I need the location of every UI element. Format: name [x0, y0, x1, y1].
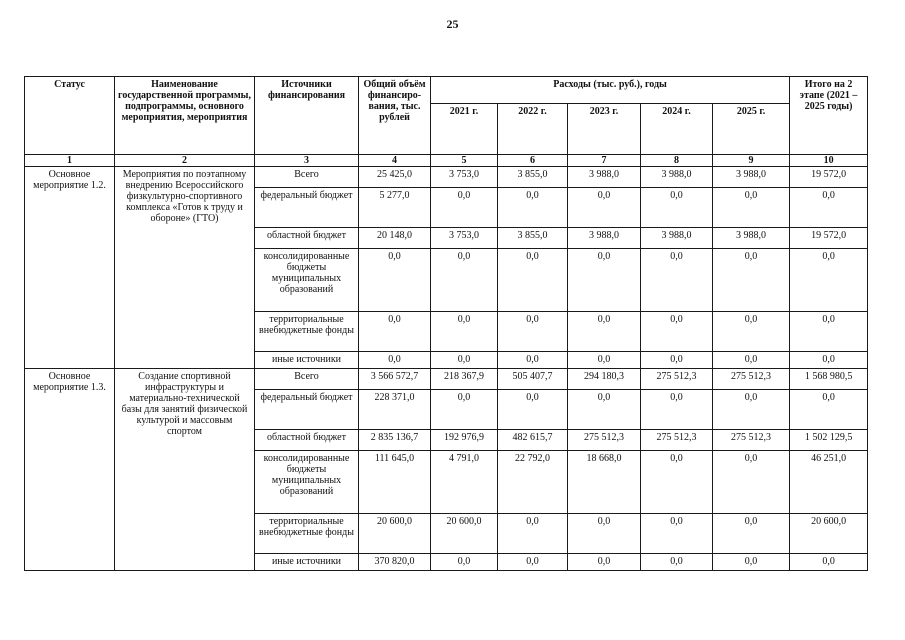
- year-value-cell: 0,0: [641, 188, 713, 228]
- column-number: 9: [713, 155, 790, 167]
- funding-source-cell: консолидированные бюджеты муниципальных образований: [255, 249, 359, 312]
- year-value-cell: 3 855,0: [498, 167, 568, 188]
- year-value-cell: 0,0: [568, 352, 641, 369]
- column-number: 3: [255, 155, 359, 167]
- year-value-cell: 0,0: [568, 249, 641, 312]
- year-value-cell: 0,0: [641, 390, 713, 430]
- total-cell: 25 425,0: [359, 167, 431, 188]
- status-cell: Основное мероприятие 1.2.: [25, 167, 115, 369]
- year-value-cell: 3 988,0: [641, 167, 713, 188]
- year-value-cell: 0,0: [498, 352, 568, 369]
- year-value-cell: 0,0: [641, 451, 713, 514]
- year-value-cell: 0,0: [713, 514, 790, 554]
- funding-source-cell: федеральный бюджет: [255, 390, 359, 430]
- year-value-cell: 0,0: [568, 554, 641, 571]
- year-value-cell: 0,0: [498, 554, 568, 571]
- header-year: 2021 г.: [431, 104, 498, 155]
- stage-total-cell: 46 251,0: [790, 451, 868, 514]
- table-row: [25, 167, 868, 188]
- year-value-cell: 0,0: [713, 249, 790, 312]
- year-value-cell: 0,0: [431, 390, 498, 430]
- column-number: 6: [498, 155, 568, 167]
- year-value-cell: 0,0: [713, 188, 790, 228]
- year-value-cell: 0,0: [641, 554, 713, 571]
- year-value-cell: 3 753,0: [431, 167, 498, 188]
- header-sources: Источники финансирования: [255, 77, 359, 155]
- funding-source-cell: федеральный бюджет: [255, 188, 359, 228]
- year-value-cell: 0,0: [641, 514, 713, 554]
- stage-total-cell: 0,0: [790, 188, 868, 228]
- year-value-cell: 3 988,0: [568, 167, 641, 188]
- year-value-cell: 275 512,3: [713, 430, 790, 451]
- program-name-cell: Создание спортивной инфраструктуры и материально-технической базы для занятий физической культурой и массовым спортом: [115, 369, 255, 571]
- column-number: 4: [359, 155, 431, 167]
- year-value-cell: 505 407,7: [498, 369, 568, 390]
- year-value-cell: 275 512,3: [713, 369, 790, 390]
- year-value-cell: 294 180,3: [568, 369, 641, 390]
- total-cell: 0,0: [359, 352, 431, 369]
- year-value-cell: 0,0: [431, 188, 498, 228]
- program-name-cell: Мероприятия по поэтапному внедрению Всероссийского физкультурно-спортивного комплекса «Готов к труду и обороне» (ГТО): [115, 167, 255, 369]
- year-value-cell: 0,0: [641, 352, 713, 369]
- total-cell: 228 371,0: [359, 390, 431, 430]
- budget-table: [24, 76, 868, 571]
- year-value-cell: 0,0: [431, 554, 498, 571]
- year-value-cell: 0,0: [498, 514, 568, 554]
- year-value-cell: 22 792,0: [498, 451, 568, 514]
- year-value-cell: 3 988,0: [713, 167, 790, 188]
- total-cell: 2 835 136,7: [359, 430, 431, 451]
- header-year: 2025 г.: [713, 104, 790, 155]
- year-value-cell: 0,0: [498, 188, 568, 228]
- stage-total-cell: 0,0: [790, 249, 868, 312]
- year-value-cell: 0,0: [498, 312, 568, 352]
- total-cell: 111 645,0: [359, 451, 431, 514]
- year-value-cell: 0,0: [568, 514, 641, 554]
- stage-total-cell: 1 502 129,5: [790, 430, 868, 451]
- year-value-cell: 3 753,0: [431, 228, 498, 249]
- funding-source-cell: территориальные внебюджетные фонды: [255, 514, 359, 554]
- year-value-cell: 0,0: [431, 249, 498, 312]
- year-value-cell: 482 615,7: [498, 430, 568, 451]
- column-number: 8: [641, 155, 713, 167]
- funding-source-cell: областной бюджет: [255, 430, 359, 451]
- stage-total-cell: 19 572,0: [790, 228, 868, 249]
- table-header: [25, 77, 868, 167]
- stage-total-cell: 19 572,0: [790, 167, 868, 188]
- year-value-cell: 20 600,0: [431, 514, 498, 554]
- header-year: 2022 г.: [498, 104, 568, 155]
- year-value-cell: 0,0: [641, 249, 713, 312]
- header-name: Наименование государственной программы, подпрограммы, основного мероприятия, мероприятия: [115, 77, 255, 155]
- funding-source-cell: иные источники: [255, 554, 359, 571]
- year-value-cell: 3 855,0: [498, 228, 568, 249]
- year-value-cell: 3 988,0: [713, 228, 790, 249]
- total-cell: 370 820,0: [359, 554, 431, 571]
- total-cell: 20 148,0: [359, 228, 431, 249]
- year-value-cell: 0,0: [498, 390, 568, 430]
- year-value-cell: 0,0: [713, 352, 790, 369]
- year-value-cell: 0,0: [498, 249, 568, 312]
- table-body: [25, 167, 868, 571]
- year-value-cell: 192 976,9: [431, 430, 498, 451]
- year-value-cell: 0,0: [713, 390, 790, 430]
- stage-total-cell: 1 568 980,5: [790, 369, 868, 390]
- year-value-cell: 3 988,0: [568, 228, 641, 249]
- funding-source-cell: иные источники: [255, 352, 359, 369]
- funding-source-cell: консолидированные бюджеты муниципальных образований: [255, 451, 359, 514]
- funding-source-cell: областной бюджет: [255, 228, 359, 249]
- year-value-cell: 275 512,3: [568, 430, 641, 451]
- column-number: 1: [25, 155, 115, 167]
- column-number: 7: [568, 155, 641, 167]
- year-value-cell: 3 988,0: [641, 228, 713, 249]
- year-value-cell: 0,0: [641, 312, 713, 352]
- total-cell: 20 600,0: [359, 514, 431, 554]
- year-value-cell: 0,0: [713, 554, 790, 571]
- year-value-cell: 275 512,3: [641, 369, 713, 390]
- header-status: Статус: [25, 77, 115, 155]
- year-value-cell: 0,0: [568, 390, 641, 430]
- stage-total-cell: 0,0: [790, 390, 868, 430]
- year-value-cell: 218 367,9: [431, 369, 498, 390]
- year-value-cell: 0,0: [713, 451, 790, 514]
- header-year: 2023 г.: [568, 104, 641, 155]
- column-number: 10: [790, 155, 868, 167]
- header-year: 2024 г.: [641, 104, 713, 155]
- header-stage-total: Итого на 2 этапе (2021 – 2025 годы): [790, 77, 868, 155]
- year-value-cell: 0,0: [568, 188, 641, 228]
- total-cell: 3 566 572,7: [359, 369, 431, 390]
- status-cell: Основное мероприятие 1.3.: [25, 369, 115, 571]
- table-row: [25, 369, 868, 390]
- total-cell: 0,0: [359, 312, 431, 352]
- header-total: Общий объём финансиро-вания, тыс. рублей: [359, 77, 431, 155]
- funding-source-cell: Всего: [255, 369, 359, 390]
- year-value-cell: 0,0: [431, 352, 498, 369]
- year-value-cell: 0,0: [431, 312, 498, 352]
- total-cell: 5 277,0: [359, 188, 431, 228]
- year-value-cell: 0,0: [568, 312, 641, 352]
- funding-source-cell: Всего: [255, 167, 359, 188]
- stage-total-cell: 0,0: [790, 312, 868, 352]
- year-value-cell: 4 791,0: [431, 451, 498, 514]
- year-value-cell: 275 512,3: [641, 430, 713, 451]
- year-value-cell: 18 668,0: [568, 451, 641, 514]
- column-number: 5: [431, 155, 498, 167]
- year-value-cell: 0,0: [713, 312, 790, 352]
- column-number: 2: [115, 155, 255, 167]
- header-expenses: Расходы (тыс. руб.), годы: [431, 77, 790, 104]
- total-cell: 0,0: [359, 249, 431, 312]
- stage-total-cell: 0,0: [790, 554, 868, 571]
- funding-source-cell: территориальные внебюджетные фонды: [255, 312, 359, 352]
- page-number: 25: [446, 17, 459, 31]
- stage-total-cell: 0,0: [790, 352, 868, 369]
- stage-total-cell: 20 600,0: [790, 514, 868, 554]
